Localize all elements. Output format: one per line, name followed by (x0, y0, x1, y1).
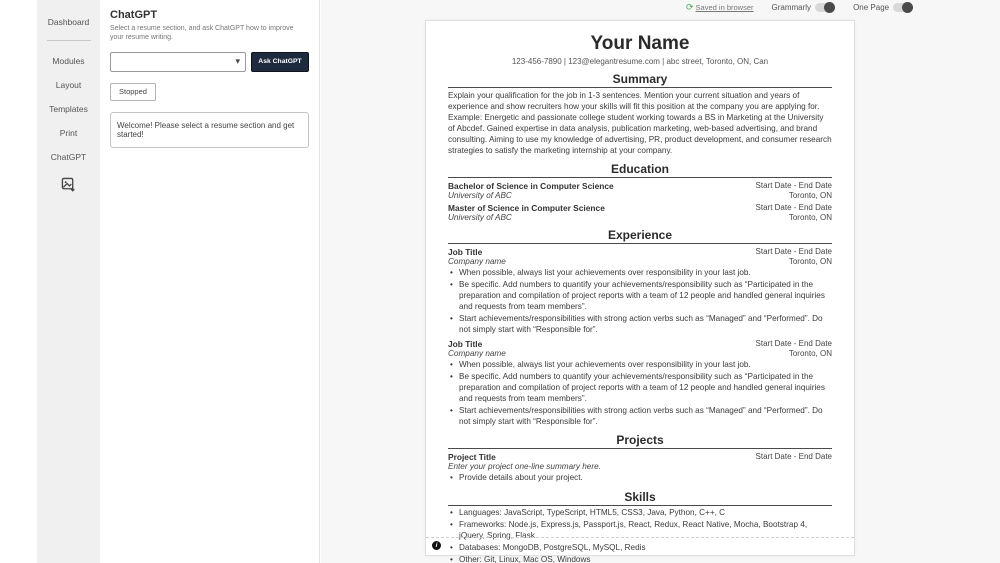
resume-contact: 123-456-7890 | 123@elegantresume.com | abc street, Toronto, ON, Can (511, 57, 769, 66)
school: University of ABC (448, 191, 512, 201)
degree: Master of Science in Computer Science (448, 203, 605, 214)
project-entry (448, 452, 832, 484)
experience-entry (448, 247, 832, 335)
one-page-control (853, 3, 913, 12)
saved-status[interactable] (686, 2, 754, 13)
sidebar-item-chatgpt[interactable]: ChatGPT (50, 152, 87, 162)
project-summary: Enter your project one-line summary here. (448, 462, 601, 472)
job-bullet: • When possible, always list your achievements over responsibility in your last job. (450, 268, 832, 279)
job-bullet: • Start achievements/responsibilities with strong action verbs such as “Managed” and “Performed”. Do not simply start with “Responsible for”. (450, 314, 832, 336)
education-entry (448, 181, 832, 200)
export-image-icon[interactable] (37, 177, 100, 197)
section-header-education: Education (448, 162, 832, 178)
panel-title: ChatGPT (110, 9, 158, 21)
job-location: Toronto, ON (788, 349, 832, 359)
project-bullets (450, 473, 832, 484)
edu-dates: Start Date - End Date (755, 181, 832, 191)
resume-page[interactable] (425, 20, 855, 563)
skills-item: • Databases: MongoDB, PostgreSQL, MySQL, Redis (450, 543, 832, 554)
edu-location: Toronto, ON (788, 191, 832, 201)
one-page-toggle[interactable] (893, 3, 913, 12)
sidebar-item-print[interactable]: Print (59, 128, 78, 138)
job-bullet: • Start achievements/responsibilities with strong action verbs such as “Managed” and “Performed”. Do not simply start with “Responsible for”. (450, 406, 832, 428)
chatgpt-panel (100, 0, 320, 563)
job-title: Job Title (448, 247, 483, 258)
job-bullet: • When possible, always list your achievements over responsibility in your last job. (450, 360, 832, 371)
one-page-label: One Page (853, 3, 890, 12)
summary-text: Explain your qualification for the job in 1-3 sentences. Mention your current situation and years of experience and show recruiters how your skills will fit this position at the company you are applying for. Example: Energetic and passionate college student working towards a BS in Marketing at the University of Abcdef. Gained expertise in data analysis, publication marketing, web-based advertising, and brand consulting. Aiming to use my knowledge of advertising, PR, product development, and consumer research strategies to satisfy the marketing internship at your company. (448, 91, 832, 155)
sidebar-item-modules[interactable]: Modules (52, 56, 85, 66)
toggle-knob (824, 2, 835, 13)
grammarly-control (772, 3, 836, 12)
job-bullet: • Be specific. Add numbers to quantify your achievements/responsibility such as “Participated in the preparation and compilation of project reports with a team of 12 people and handled general inquiries and requests from team members”. (450, 280, 832, 312)
section-header-skills: Skills (448, 490, 832, 506)
chat-message-box: Welcome! Please select a resume section and get started! (110, 112, 309, 148)
job-location: Toronto, ON (788, 257, 832, 267)
job-dates: Start Date - End Date (755, 339, 832, 349)
job-title: Job Title (448, 339, 483, 350)
job-bullets (450, 360, 832, 427)
skills-item: • Languages: JavaScript, TypeScript, HTML5, CSS3, Java, Python, C++, C (450, 508, 832, 519)
sync-icon: ⟳ (686, 2, 694, 12)
resume-name: Your Name (590, 33, 690, 54)
project-bullet: • Provide details about your project. (450, 473, 832, 484)
degree: Bachelor of Science in Computer Science (448, 181, 614, 192)
company-name: Company name (448, 349, 506, 359)
experience-entry (448, 339, 832, 427)
section-header-summary: Summary (448, 72, 832, 88)
edu-dates: Start Date - End Date (755, 203, 832, 213)
saved-status-label: Saved in browser (695, 3, 754, 12)
skills-item: • Other: Git, Linux, Mac OS, Windows (450, 555, 832, 563)
chevron-down-icon: ▾ (235, 55, 240, 66)
school: University of ABC (448, 213, 512, 223)
stopped-button[interactable]: Stopped (110, 83, 156, 101)
company-name: Company name (448, 257, 506, 267)
panel-subtitle: Select a resume section, and ask ChatGPT how to improve your resume writing. (110, 25, 294, 42)
preview-area (321, 0, 1000, 563)
sidebar-item-dashboard[interactable]: Dashboard (47, 17, 90, 27)
info-icon[interactable]: i (432, 541, 441, 550)
page-break-line (426, 537, 854, 538)
ask-chatgpt-button[interactable]: Ask ChatGPT (251, 52, 309, 72)
edu-location: Toronto, ON (788, 213, 832, 223)
project-title: Project Title (448, 452, 496, 463)
job-bullet: • Be specific. Add numbers to quantify your achievements/responsibility such as “Participated in the preparation and compilation of project reports with a team of 12 people and handled general inquiries and requests from team members”. (450, 372, 832, 404)
job-bullets (450, 268, 832, 335)
resume-section-select[interactable] (110, 52, 246, 72)
education-entry (448, 203, 832, 222)
grammarly-label: Grammarly (771, 3, 812, 12)
skills-item: • Frameworks: Node.js, Express.js, Passport.js, React, Redux, React Native, Mocha, Bootstrap 4, jQuery, Spring, Flask (450, 520, 832, 542)
toggle-knob (902, 2, 913, 13)
sidebar (37, 0, 100, 563)
job-dates: Start Date - End Date (755, 247, 832, 257)
section-header-projects: Projects (448, 433, 832, 449)
grammarly-toggle[interactable] (815, 3, 835, 12)
skills-list (450, 508, 832, 563)
sidebar-divider (47, 40, 91, 41)
preview-topbar (686, 2, 913, 13)
project-dates: Start Date - End Date (755, 452, 832, 462)
sidebar-item-templates[interactable]: Templates (49, 104, 88, 114)
section-header-experience: Experience (448, 228, 832, 244)
sidebar-item-layout[interactable]: Layout (55, 80, 82, 90)
